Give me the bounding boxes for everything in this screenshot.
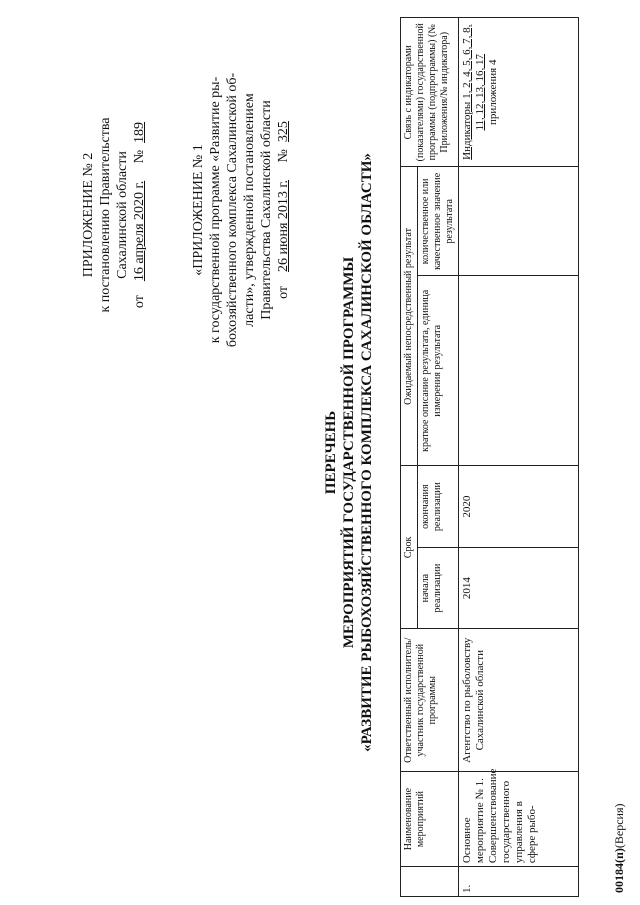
reference-title: «ПРИЛОЖЕНИЕ № 1: [191, 144, 206, 276]
reference-line4: Правительства Сахалинской области: [259, 100, 274, 320]
appendix-date: 16 апреля 2020 г.: [132, 180, 147, 282]
document-title: [322, 0, 376, 905]
row-link-appendix: приложения 4: [487, 59, 499, 125]
appendix-number: 189: [132, 121, 147, 143]
reference-num-label: №: [276, 149, 291, 163]
title-line2: МЕРОПРИЯТИЙ ГОСУДАРСТВЕННОЙ ПРОГРАММЫ: [341, 256, 357, 649]
row-responsible: Агентство по рыболовству Сахалинской области: [459, 629, 579, 772]
footer-code-number: 00184(п): [612, 848, 626, 893]
reference-date-line: [275, 55, 292, 365]
appendix-line1: к постановлению Правительства: [98, 117, 113, 313]
header-num: [401, 867, 459, 897]
appendix-from-label: от: [132, 295, 147, 309]
header-responsible: Ответственный исполнитель/участник государственной программы: [401, 629, 459, 772]
reference-line3: ласти», утвержденной постановлением: [242, 93, 257, 327]
reference-line1: к государственной программе «Развитие ры-: [208, 76, 223, 344]
footer-version: (Версия): [612, 803, 626, 849]
header-start: начала реализации: [418, 547, 459, 629]
header-qty: количественное или качественное значение результата: [418, 167, 459, 276]
reference-line2: бохозяйственного комплекса Сахалинской об-: [225, 72, 240, 348]
row-link-indicators: Индикаторы 1, 2, 4, 5, 6, 7, 8, 11, 12, 13, 16, 17: [461, 24, 486, 160]
reference-header: [190, 55, 292, 365]
title-line3: «РАЗВИТИЕ РЫБОХОЗЯЙСТВЕННОГО КОМПЛЕКСА САХАЛИНСКОЙ ОБЛАСТИ»: [359, 153, 375, 752]
row-desc: [459, 276, 579, 466]
header-desc: краткое описание результата, единица измерения результата: [418, 276, 459, 466]
title-line1: ПЕРЕЧЕНЬ: [323, 410, 339, 495]
reference-number: 325: [276, 121, 291, 143]
header-expected: Ожидаемый непосредственный результат: [401, 167, 418, 466]
row-num: 1.: [459, 867, 579, 897]
header-link: Связь с индикаторами (показателями) государственной программы (подпрограммы) (№ Приложения/№ индикатора): [401, 18, 459, 168]
table-header-row: [401, 18, 418, 897]
header-end: окончания реализации: [418, 466, 459, 548]
header-term: Срок: [401, 466, 418, 629]
header-name: Наименование мероприятий: [401, 772, 459, 867]
table-row: [459, 18, 579, 897]
footer-code: [612, 804, 627, 894]
appendix-header: [80, 65, 148, 365]
appendix-title: ПРИЛОЖЕНИЕ № 2: [81, 152, 96, 278]
measures-table: [400, 17, 579, 897]
row-start: 2014: [459, 547, 579, 629]
reference-from-label: от: [276, 285, 291, 299]
row-qty: [459, 167, 579, 276]
row-end: 2020: [459, 466, 579, 548]
row-name: Основное мероприятие № 1. Совершенствование государственного управления в сфере рыбо-: [459, 772, 579, 867]
appendix-line2: Сахалинской области: [115, 151, 130, 279]
appendix-num-label: №: [132, 149, 147, 164]
row-link: [459, 18, 579, 168]
reference-date: 26 июня 2013 г.: [276, 179, 291, 272]
appendix-date-line: [131, 65, 148, 365]
